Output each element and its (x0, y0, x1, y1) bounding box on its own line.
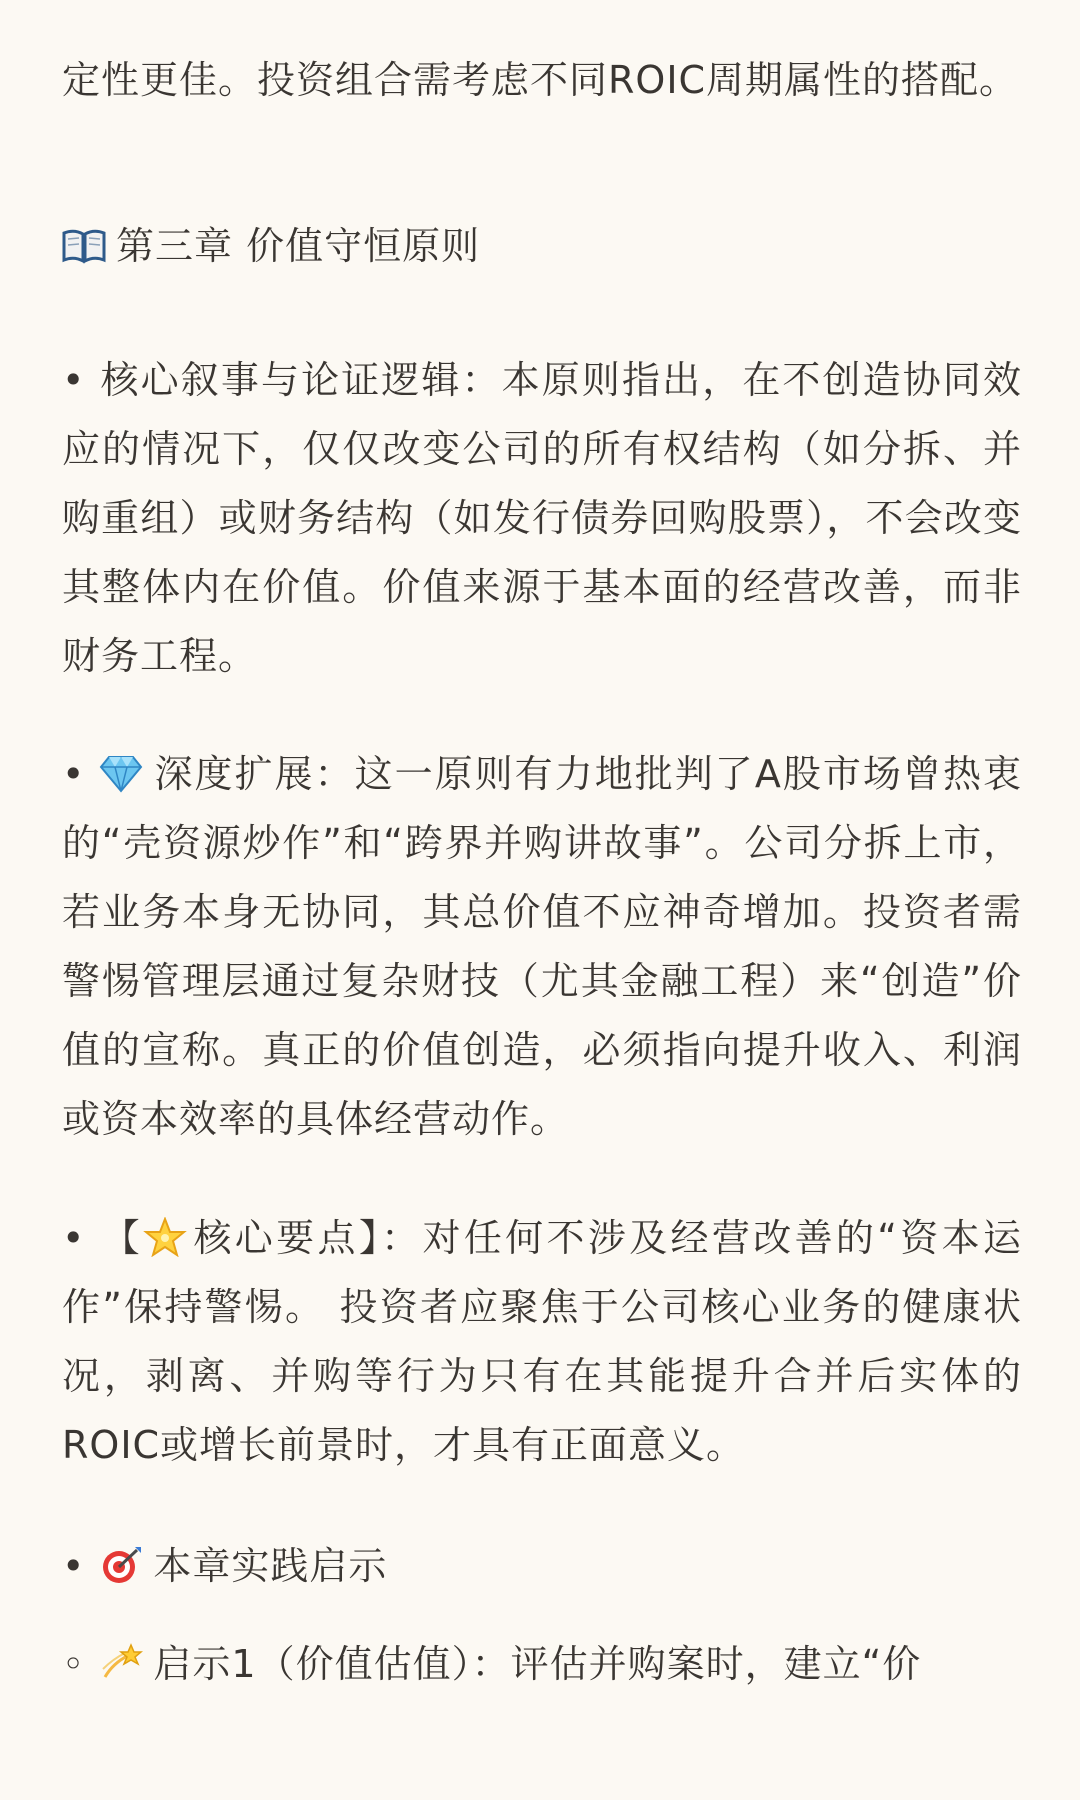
chapter-heading (62, 212, 480, 281)
point-label: 核心叙事与论证逻辑： (99, 358, 502, 402)
label-bracket: 【 (99, 1216, 144, 1260)
intro-paragraph (62, 46, 1022, 115)
insight-1-text: 启示1（价值估值）：评估并购案时，建立“价 (153, 1642, 922, 1686)
intro-text: 定性更佳。投资组合需考虑不同ROIC周期属性的搭配。 (62, 58, 1019, 102)
chapter-title: 第三章 价值守恒原则 (116, 224, 481, 268)
point-key-takeaway (62, 1204, 1022, 1480)
point-label: 深度扩展： (153, 752, 355, 796)
practice-heading (62, 1532, 387, 1601)
glowing-star-icon (143, 1217, 187, 1257)
open-book-icon (62, 225, 106, 265)
bullet-marker: • (62, 1544, 86, 1588)
bullet-marker: • (62, 358, 86, 402)
practice-title: 本章实践启示 (153, 1544, 388, 1588)
point-text: 本原则指出，在不创造协同效应的情况下，仅仅改变公司的所有权结构（如分拆、并购重组）或财务结构（如发行债券回购股票），不会改变其整体内在价值。价值来源于基本面的经营改善，而非财务工程。 (62, 358, 1022, 678)
gem-icon (99, 753, 143, 793)
bullet-marker: • (62, 1216, 86, 1260)
point-label: 核心要点】： (191, 1216, 423, 1260)
target-dart-icon (99, 1545, 143, 1585)
insight-1 (62, 1630, 921, 1699)
point-text: 对任何不涉及经营改善的“资本运作”保持警惕。 投资者应聚焦于公司核心业务的健康状况，剥离、并购等行为只有在其能提升合并后实体的ROIC或增长前景时，才具有正面意义。 (62, 1216, 1022, 1467)
point-deep-extension (62, 740, 1022, 1154)
dizzy-star-icon (99, 1643, 143, 1683)
bullet-marker: • (62, 752, 86, 796)
point-core-logic (62, 346, 1022, 691)
bullet-marker: ◦ (62, 1642, 86, 1686)
point-text: 这一原则有力地批判了A股市场曾热衷的“壳资源炒作”和“跨界并购讲故事”。公司分拆上市，若业务本身无协同，其总价值不应神奇增加。投资者需警惕管理层通过复杂财技（尤其金融工程）来“创造”价值的宣称。真正的价值创造，必须指向提升收入、利润或资本效率的具体经营动作。 (62, 752, 1022, 1141)
